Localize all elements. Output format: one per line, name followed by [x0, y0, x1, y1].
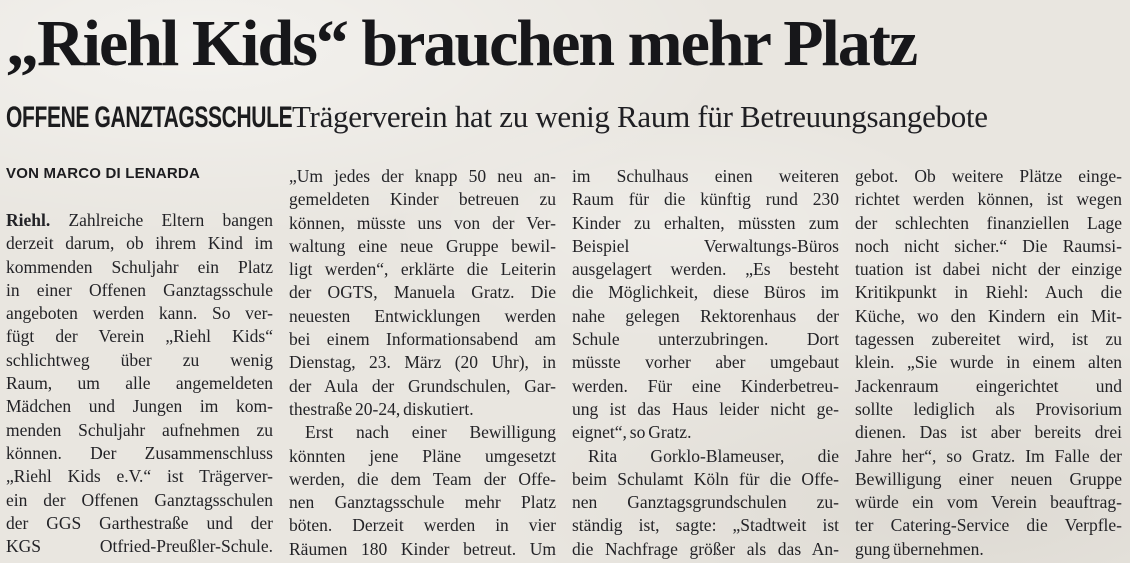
text-line: gung übernehmen. — [855, 538, 984, 559]
text-line: waltung eine neue Gruppe bewil- — [289, 235, 556, 256]
text-line: Schule unterzubringen. Dort — [572, 329, 839, 350]
text-line: klein. „Sie wurde in einem alten — [855, 352, 1122, 373]
text-line: Raum für die künftig rund 230 — [572, 189, 839, 210]
text-line: Küche, wo den Kindern ein Mit- — [855, 305, 1122, 326]
text-line: „Riehl Kids e.V.“ ist Trägerver- — [6, 466, 273, 487]
text-line: Dienstag, 23. März (20 Uhr), in — [289, 352, 556, 373]
article-headline: „Riehl Kids“ brauchen mehr Platz — [6, 7, 917, 80]
text-line: ständig ist, sagte: „Stadtweit ist — [572, 515, 839, 536]
text-line: Kritikpunkt in Riehl: Auch die — [855, 282, 1122, 303]
text-line: gemeldeten Kinder betreuen zu — [289, 189, 556, 210]
column-body — [6, 209, 273, 558]
column-body — [572, 165, 839, 561]
text-line: in einer Offenen Ganztagsschule — [6, 279, 273, 300]
text-line: kommenden Schuljahr ein Platz — [6, 256, 273, 277]
text-line: Bewilligung einer neuen Gruppe — [855, 468, 1122, 489]
text-line: der Aula der Grundschulen, Gar- — [289, 375, 556, 396]
text-line: Raum, um alle angemeldeten — [6, 373, 273, 394]
text-line: dienen. Das ist aber bereits drei — [855, 422, 1122, 443]
article-column — [572, 165, 839, 561]
article-subtitle: Trägerverein hat zu wenig Raum für Betreuungsangebote — [292, 99, 988, 134]
text-line: der schlechten finanziellen Lage — [855, 212, 1122, 233]
text-line: Riehl. Zahlreiche Eltern bangen — [6, 210, 273, 230]
text-line: tuation ist dabei nicht der einzige — [855, 259, 1122, 280]
text-line: nen Ganztagsgrundschulen zu- — [572, 492, 839, 513]
location-lead: Riehl. — [6, 210, 51, 230]
paragraph — [6, 209, 273, 558]
text-line: nen Ganztagsschule mehr Platz — [289, 492, 556, 513]
text-line: sollte lediglich als Provisorium — [855, 398, 1122, 419]
text-line: richtet werden können, ist wegen — [855, 189, 1122, 210]
kicker-label — [6, 101, 293, 135]
column-body — [289, 165, 556, 561]
text-line: könnten jene Pläne umgesetzt — [289, 445, 556, 466]
text-line: Jackenraum eingerichtet und — [855, 375, 1122, 396]
article-columns — [6, 165, 1124, 561]
text-line: „Um jedes der knapp 50 neu an- — [289, 166, 556, 186]
text-line: gebot. Ob weitere Plätze einge- — [855, 166, 1122, 186]
text-line: ter Catering-Service die Verpfle- — [855, 515, 1122, 536]
text-line: ung ist das Haus leider nicht ge- — [572, 398, 839, 419]
text-line: Jahre her“, so Gratz. Im Falle der — [855, 445, 1122, 466]
text-line: ausgelagert werden. „Es besteht — [572, 259, 839, 280]
text-line: derzeit darum, ob ihrem Kind im — [6, 233, 273, 254]
text-line: beim Schulamt Köln für die Offe- — [572, 468, 839, 489]
text-line: werden. Für eine Kinderbetreu- — [572, 375, 839, 396]
kicker-text: OFFENE GANZTAGSSCHULE — [6, 101, 293, 134]
article-subhead — [6, 100, 1124, 135]
text-line: noch nicht sicher.“ Die Raumsi- — [855, 235, 1122, 256]
text-line: neuesten Entwicklungen werden — [289, 305, 556, 326]
text-line: die Möglichkeit, diese Büros im — [572, 282, 839, 303]
text-line: angeboten werden kann. So ver- — [6, 303, 273, 324]
text-line: böten. Derzeit werden in vier — [289, 515, 556, 536]
text-line: im Schulhaus einen weiteren — [572, 166, 839, 186]
text-line: werden, die dem Team der Offe- — [289, 468, 556, 489]
byline: VON MARCO DI LENARDA — [6, 165, 200, 182]
text-line: Rita Gorklo-Blameuser, die — [588, 445, 839, 466]
text-line: würde ein vom Verein beauftrag- — [855, 492, 1122, 513]
text-line: tagessen zubereitet wird, ist zu — [855, 329, 1122, 350]
text-line: können, müsste uns von der Ver- — [289, 212, 556, 233]
text-line: die Nachfrage größer als das An- — [572, 538, 839, 559]
text-line: fügt der Verein „Riehl Kids“ — [6, 326, 273, 347]
text-line: nahe gelegen Rektorenhaus der — [572, 305, 839, 326]
text-line: Kinder zu erhalten, müssten zum — [572, 212, 839, 233]
text-line: menden Schuljahr aufnehmen zu — [6, 419, 273, 440]
paragraph — [855, 165, 1122, 561]
text-line: thestraße 20-24, diskutiert. — [289, 398, 474, 419]
text-line: Räumen 180 Kinder betreut. Um — [289, 538, 556, 559]
text-line: der GGS Garthestraße und der — [6, 512, 273, 533]
text-line: ein der Offenen Ganztagsschulen — [6, 489, 273, 510]
column-body — [855, 165, 1122, 561]
text-line: der OGTS, Manuela Gratz. Die — [289, 282, 556, 303]
paragraph — [289, 165, 556, 421]
text-line: können. Der Zusammenschluss — [6, 442, 273, 463]
text-line: Erst nach einer Bewilligung — [305, 422, 556, 443]
paragraph — [572, 165, 839, 445]
text-line: Mädchen und Jungen im kom- — [6, 396, 273, 417]
article-column — [855, 165, 1122, 561]
text-line: KGS Otfried-Preußler-Schule. — [6, 536, 273, 557]
text-line: ligt werden“, erklärte die Leiterin — [289, 259, 556, 280]
text-line: Beispiel Verwaltungs-Büros — [572, 235, 839, 256]
text-line: eignet“, so Gratz. — [572, 422, 692, 443]
paragraph — [572, 445, 839, 561]
article-column — [289, 165, 556, 561]
paragraph — [289, 421, 556, 561]
article-column — [6, 165, 273, 561]
text-line: müsste vorher aber umgebaut — [572, 352, 839, 373]
text-line: schlichtweg über zu wenig — [6, 349, 273, 370]
text-line: bei einem Informationsabend am — [289, 329, 556, 350]
